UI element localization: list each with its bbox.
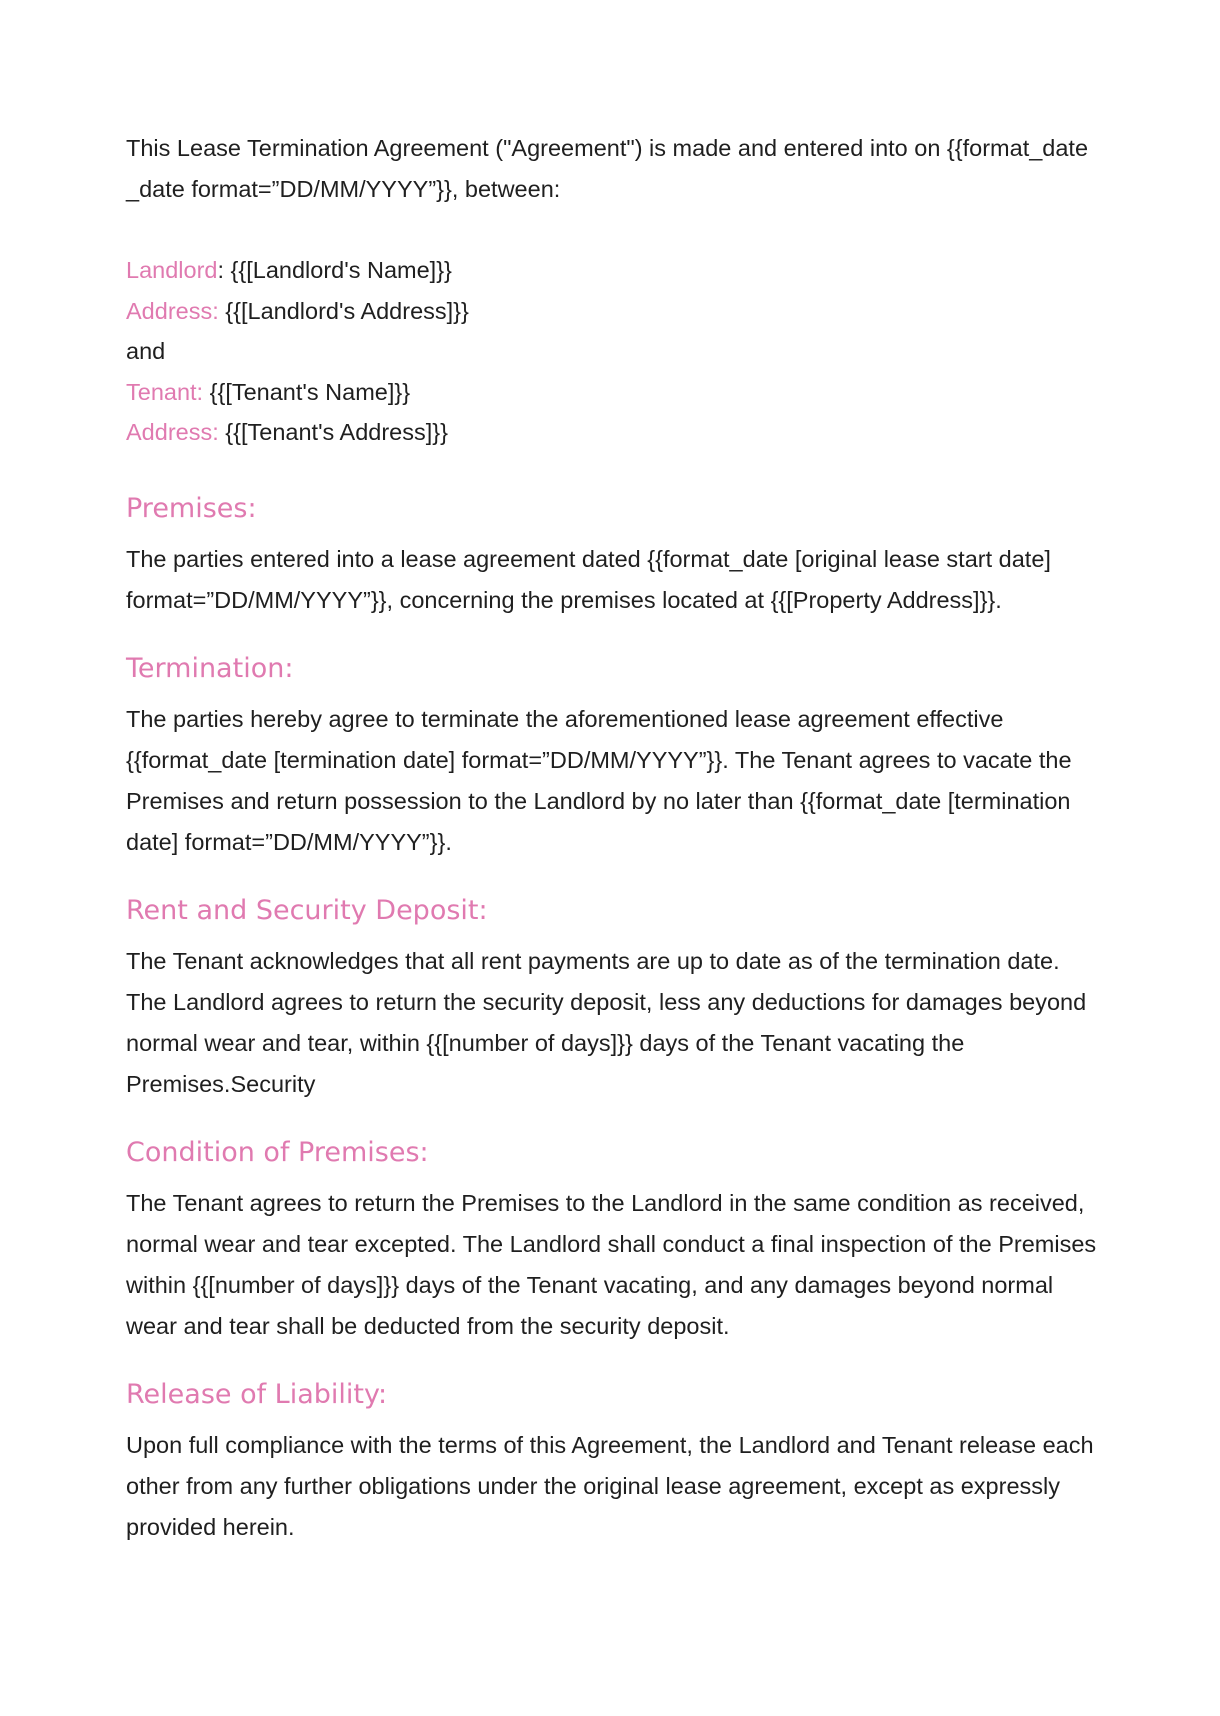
section-body: Upon full compliance with the terms of this Agreement, the Landlord and Tenant release each other from any further obligations under the original lease agreement, except as expressly provided herein. bbox=[126, 1431, 1094, 1540]
section-release bbox=[126, 1377, 1100, 1548]
section-premises bbox=[126, 491, 1100, 621]
section-termination bbox=[126, 651, 1100, 863]
section-body: The Tenant acknowledges that all rent payments are up to date as of the termination date. The Landlord agrees to return the security deposit, less any deductions for damages beyond normal wear and tear, within {{[number of days]}} days of the Tenant vacating the Premises.Security bbox=[126, 947, 1087, 1097]
tenant-address-line bbox=[126, 412, 1100, 453]
section-heading: Premises: bbox=[126, 492, 257, 524]
landlord-line bbox=[126, 250, 1100, 291]
section-body: The parties hereby agree to terminate the aforementioned lease agreement effective {{format_date [termination date] format=”DD/MM/YYYY”}}. The Tenant agrees to vacate the Premises and return possession to the Landlord by no later than {{format_date [termination date] format=”DD/MM/YYYY”}}. bbox=[126, 705, 1072, 855]
landlord-address-label: Address: bbox=[126, 297, 219, 324]
section-heading: Termination: bbox=[126, 652, 294, 684]
section-heading: Condition of Premises: bbox=[126, 1136, 429, 1168]
section-body: The parties entered into a lease agreement dated {{format_date [original lease start date] format=”DD/MM/YYYY”}}, concerning the premises located at {{[Property Address]}}. bbox=[126, 545, 1051, 613]
landlord-value: : {{[Landlord's Name]}} bbox=[217, 257, 452, 283]
landlord-address-line bbox=[126, 291, 1100, 332]
parties-block bbox=[126, 250, 1100, 453]
section-body: The Tenant agrees to return the Premises to the Landlord in the same condition as received, normal wear and tear excepted. The Landlord shall conduct a final inspection of the Premises within {{[number of days]}} days of the Tenant vacating, and any damages beyond normal wear and tear shall be deducted from the security deposit. bbox=[126, 1189, 1097, 1339]
tenant-value: {{[Tenant's Name]}} bbox=[203, 378, 411, 405]
landlord-address-value: {{[Landlord's Address]}} bbox=[218, 297, 469, 324]
tenant-label: Tenant: bbox=[126, 378, 204, 405]
tenant-line bbox=[126, 372, 1100, 413]
section-condition bbox=[126, 1135, 1100, 1347]
intro-paragraph: This Lease Termination Agreement ("Agreement") is made and entered into on {{format_date _date format=”DD/MM/YYYY”}}, between: bbox=[126, 135, 1089, 202]
section-heading: Release of Liability: bbox=[126, 1378, 388, 1410]
and-line: and bbox=[126, 338, 166, 364]
section-rent-deposit bbox=[126, 893, 1100, 1105]
section-heading: Rent and Security Deposit: bbox=[126, 894, 488, 926]
landlord-label: Landlord bbox=[126, 257, 218, 283]
tenant-address-value: {{[Tenant's Address]}} bbox=[218, 419, 448, 445]
tenant-address-label: Address: bbox=[126, 419, 219, 445]
